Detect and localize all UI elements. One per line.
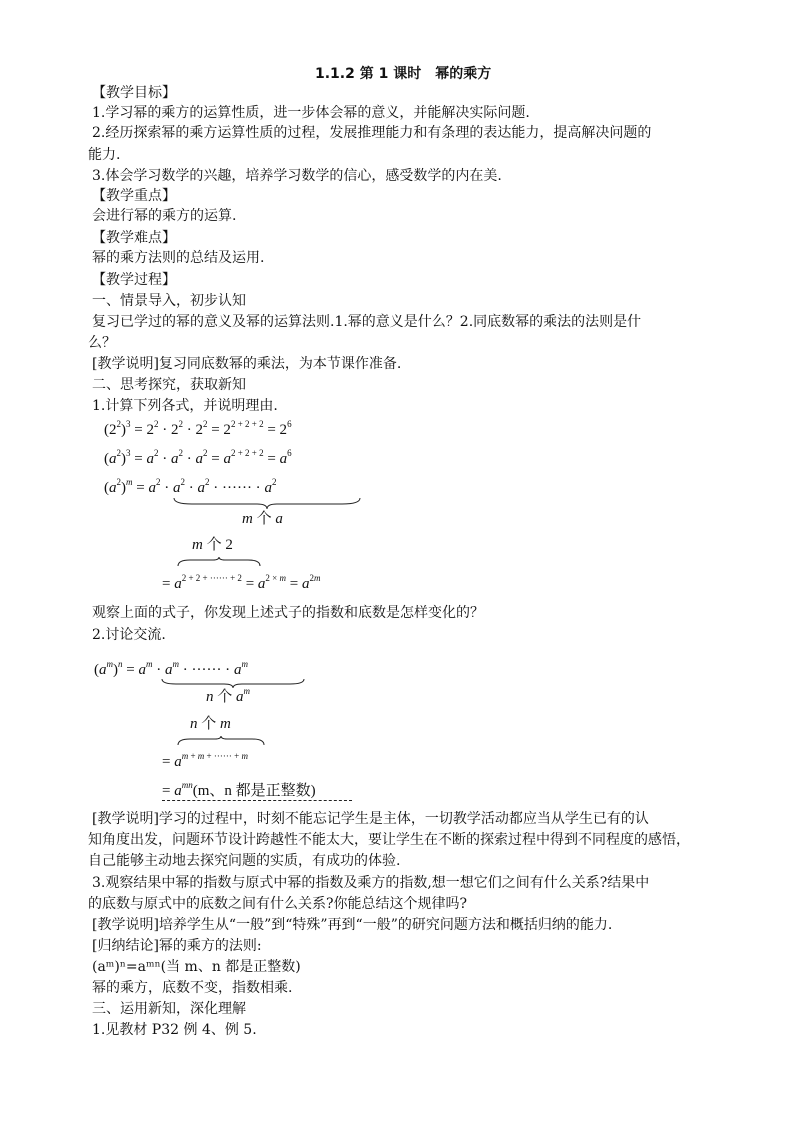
difficulty: 幂的乘方法则的总结及运用. — [92, 250, 265, 266]
goal-2-line-1: 2.经历探索幂的乘方运算性质的过程，发展推理能力和有条理的表达能力，提高解决问题的 — [92, 125, 652, 141]
overbrace-1 — [176, 556, 262, 568]
process-review-line-1: 复习已学过的幂的意义及幂的运算法则.1.幂的意义是什么？2.同底数幂的乘法的法则是什 — [92, 314, 642, 330]
task-1: 1.计算下列各式，并说明理由. — [92, 398, 278, 414]
underbrace-label-1: m 个 a — [242, 511, 283, 527]
overbrace-label-1: m 个 2 — [192, 537, 233, 553]
process-review-line-2: 么？ — [88, 335, 116, 351]
goal-1: 1.学习幂的乘方的运算性质，进一步体会幂的意义，并能解决实际问题. — [92, 105, 530, 121]
equation-1: $(2^2)^3 = 2^2 \cdot 2^2 \cdot 2^2 = 2^{2 + 2 + 2} = 2^6$ — [104, 419, 292, 438]
underbrace-1 — [172, 496, 362, 510]
equation-3: $(a^2)^m = a^2 \cdot a^2 \cdot a^2$ · ······ · $a^2$ — [104, 477, 277, 496]
equation-2: $(a^2)^3 = a^2 \cdot a^2 \cdot a^2 = a^{2 + 2 + 2} = a^6$ — [104, 448, 292, 467]
process-step-3: 三、运用新知，深化理解 — [92, 1001, 246, 1017]
equation-3-result: = $a^{2 + 2 + \cdot\cdot\cdot\cdot\cdot\cdot + 2} = a^{2 \times m} = a^{2m}$ — [162, 573, 321, 592]
overbrace-label-2: n 个 m — [190, 716, 231, 732]
teaching-note-2-line-3: 自己能够主动地去探究问题的实质，有成功的体验. — [88, 853, 401, 869]
teaching-note-2-line-2: 知角度出发，问题环节设计跨越性不能太大，要让学生在不断的探索过程中得到不同程度的感悟， — [88, 832, 690, 848]
section-heading-process: 【教学过程】 — [92, 272, 176, 288]
section-heading-difficulties: 【教学难点】 — [92, 230, 176, 246]
task-3-line-1: 3.观察结果中幂的指数与原式中幂的指数及乘方的指数,想一想它们之间有什么关系?结果中 — [92, 875, 650, 891]
section-heading-goals: 【教学目标】 — [92, 85, 176, 101]
condition-text: (m、n 都是正整数) — [192, 783, 316, 799]
equation-4-result: = $a^{mn}(m$、n 都是正整数) — [162, 780, 316, 799]
goal-2-line-2: 能力. — [88, 147, 121, 163]
result-underline — [162, 800, 352, 801]
conclusion-formula: (aᵐ)ⁿ=aᵐⁿ(当 m、n 都是正整数) — [92, 959, 301, 975]
underbrace-label-2: n 个 $a^m$ — [206, 686, 251, 705]
key-point: 会进行幂的乘方的运算. — [92, 208, 237, 224]
equation-4-step: = $a^{m + m + \cdot\cdot\cdot\cdot\cdot\cdot + m}$ — [162, 751, 248, 770]
teaching-note-2-line-1: [教学说明]学习的过程中，时刻不能忘记学生是主体，一切教学活动都应当从学生已有的认 — [92, 811, 649, 827]
page-title: 1.1.2 第 1 课时 幂的乘方 — [315, 66, 492, 82]
goal-3: 3.体会学习数学的兴趣，培养学习数学的信心，感受数学的内在美. — [92, 168, 502, 184]
exercise-1: 1.见教材 P32 例 4、例 5. — [92, 1022, 257, 1038]
section-heading-key-points: 【教学重点】 — [92, 188, 176, 204]
conclusion-heading: [归纳结论]幂的乘方的法则: — [92, 938, 262, 954]
task-3-line-2: 的底数与原式中的底数之间有什么关系?你能总结这个规律吗? — [88, 896, 468, 912]
teaching-note-1: [教学说明]复习同底数幂的乘法，为本节课作准备. — [92, 356, 402, 372]
teaching-note-3: [教学说明]培养学生从“一般”到“特殊”再到“一般”的研究问题方法和概括归纳的能力. — [92, 917, 613, 933]
overbrace-2 — [176, 735, 266, 747]
conclusion-rule: 幂的乘方，底数不变，指数相乘. — [92, 980, 293, 996]
equation-4: $(a^m)^n = a^m \cdot a^m$ · ······ · $a^m$ — [94, 659, 248, 678]
task-2: 2.讨论交流. — [92, 627, 166, 643]
process-step-1: 一、情景导入，初步认知 — [92, 293, 246, 309]
observe-question: 观察上面的式子，你发现上述式子的指数和底数是怎样变化的？ — [92, 605, 484, 621]
process-step-2: 二、思考探究，获取新知 — [92, 377, 246, 393]
